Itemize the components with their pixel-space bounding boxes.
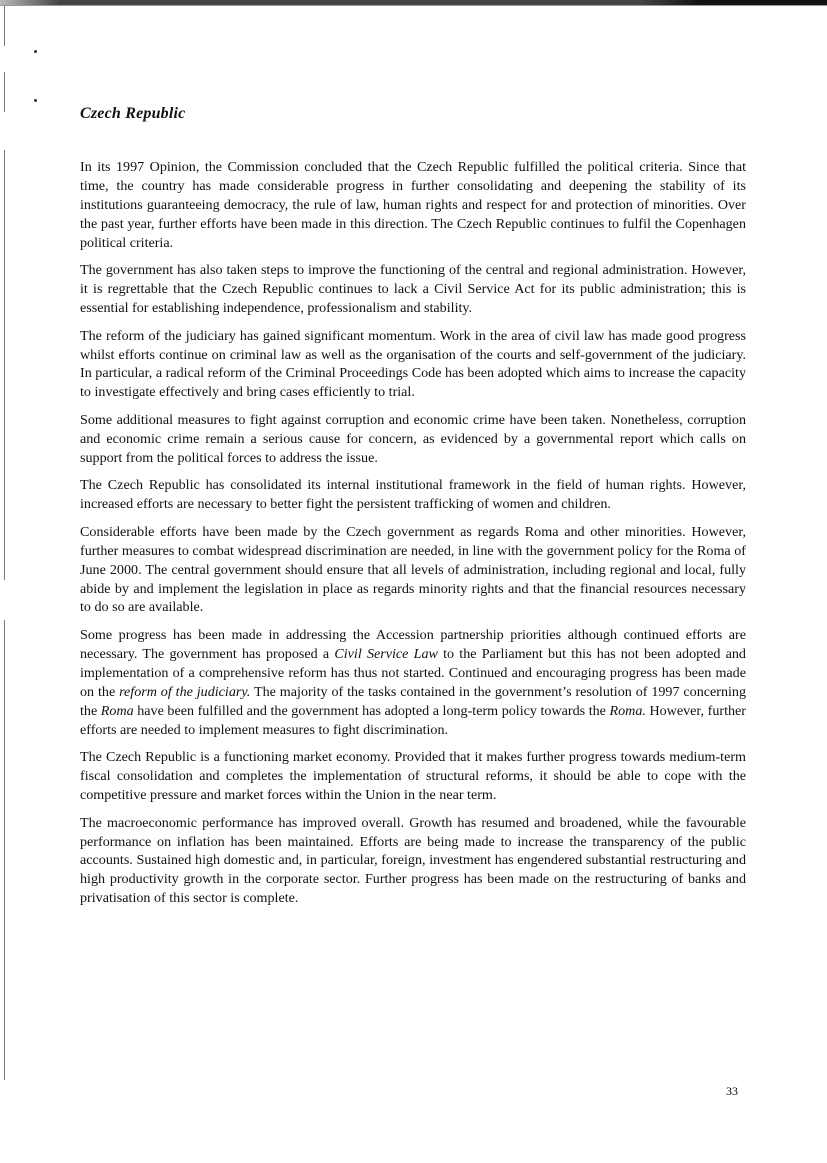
paragraph-text: The reform of the judiciary has gained significant momentum. Work in the area of civil law has made good progress whilst efforts continue on criminal law as well as the organisation of the courts and self-government of the judiciary. In particular, a radical reform of the Criminal Proceedings Code has been adopted which aims to increase the capacity to investigate effectively and bring cases efficiently to trial. xyxy=(80,327,746,401)
paragraph-text: Considerable efforts have been made by the Czech government as regards Roma and other minorities. However, further measures to combat widespread discrimination are needed, in line with the government policy for the Roma of June 2000. The central government should ensure that all levels of administration, including regional and local, fully abide by and implement the legislation in place as regards minority rights and that the financial resources necessary to do so are available. xyxy=(80,523,746,616)
paragraph-text: The government has also taken steps to improve the functioning of the central and regional administration. However, it is regrettable that the Czech Republic continues to lack a Civil Service Act for its public administration; this is essential for establishing independence, professionalism and stability. xyxy=(80,262,746,317)
left-scan-edge-1 xyxy=(4,6,5,46)
left-scan-edge-4 xyxy=(4,620,5,1080)
page-number: 33 xyxy=(726,1084,738,1098)
scan-speck xyxy=(34,99,37,102)
document-body xyxy=(80,104,746,908)
left-scan-edge-3 xyxy=(4,150,5,580)
emphasis-term: reform of the judiciary. xyxy=(119,683,251,700)
paragraph-text: The Czech Republic has consolidated its internal institutional framework in the field of human rights. However, increased efforts are necessary to better fight the persistent trafficking of women and children. xyxy=(80,477,746,513)
scan-speck xyxy=(34,50,37,53)
emphasis-term: Roma. xyxy=(609,702,646,719)
body-paragraph xyxy=(80,626,746,739)
body-paragraph xyxy=(80,814,746,909)
paragraph-text: The macroeconomic performance has improved overall. Growth has resumed and broadened, while the favourable performance on inflation has been maintained. Efforts are being made to increase the transparency of the public accounts. Sustained high domestic and, in particular, foreign, investment has engendered substantial restructuring and high productivity growth in the corporate sector. Further progress has been made on the restructuring of banks and privatisation of this sector is complete. xyxy=(80,814,746,907)
body-paragraph xyxy=(80,327,746,403)
paragraph-text: However, further efforts are needed to implement measures to fight discrimination. xyxy=(80,702,746,738)
paragraph-text: The Czech Republic is a functioning market economy. Provided that it makes further progress towards medium-term fiscal consolidation and completes the implementation of structural reforms, it should be able to cope with the competitive pressure and market forces within the Union in the near term. xyxy=(80,749,746,803)
emphasis-term: Civil Service Law xyxy=(334,645,438,662)
body-paragraph xyxy=(80,748,746,805)
body-paragraph xyxy=(80,476,746,514)
paragraph-text: Some additional measures to fight against corruption and economic crime have been taken. Nonetheless, corruption and economic crime remain a serious cause for concern, as evidenced by a governmental report which calls on support from the political forces to address the issue. xyxy=(80,411,746,466)
body-paragraph xyxy=(80,411,746,468)
body-paragraph xyxy=(80,523,746,618)
body-paragraph xyxy=(80,261,746,318)
left-scan-edge-2 xyxy=(4,72,5,112)
top-scan-border-thin xyxy=(0,5,827,6)
paragraph-text: In its 1997 Opinion, the Commission concluded that the Czech Republic fulfilled the political criteria. Since that time, the country has made considerable progress in further consolidating and deepening the stability of its institutions guaranteeing democracy, the rule of law, human rights and respect for and protection of minorities. Over the past year, further efforts have been made in this direction. The Czech Republic continues to fulfil the Copenhagen political criteria. xyxy=(80,159,746,251)
section-title: Czech Republic xyxy=(80,105,186,122)
paragraph-text: The majority of the tasks contained in the government’s resolution of 1997 concerning the xyxy=(80,683,746,719)
paragraph-text: to the Parliament but this has not been adopted and implementation of a comprehensive reform has thus not started. Continued and encouraging progress has been made on the xyxy=(80,645,746,700)
body-paragraph xyxy=(80,158,746,253)
paragraph-list xyxy=(80,158,746,908)
paragraph-text: Some progress has been made in addressing the Accession partnership priorities although continued efforts are necessary. The government has proposed a xyxy=(80,627,746,662)
emphasis-term: Roma xyxy=(100,702,134,719)
paragraph-text: have been fulfilled and the government has adopted a long-term policy towards the xyxy=(133,702,610,719)
